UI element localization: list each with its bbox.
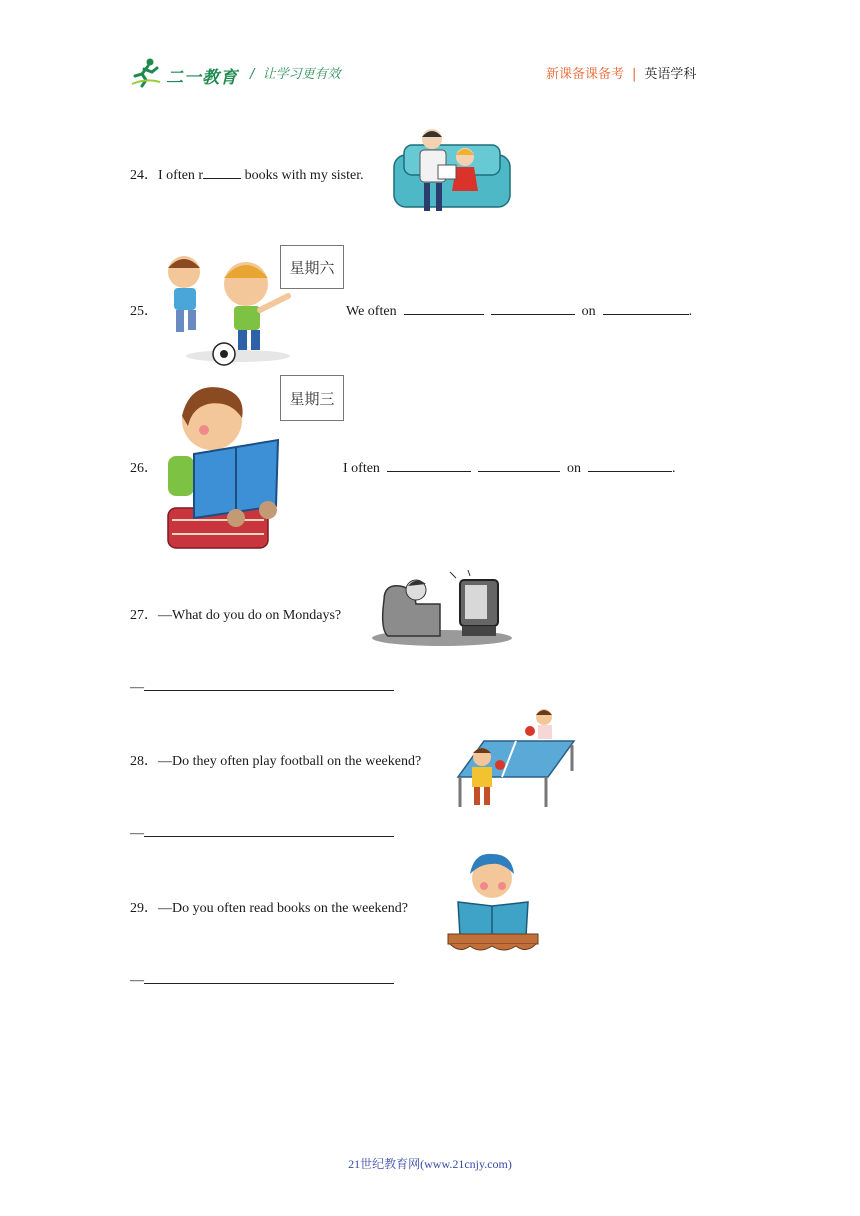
answer-line[interactable]: — [130,969,394,989]
question-25-number: 25． [130,304,158,319]
boy-reading-book-illustration [160,382,284,552]
answer-blank[interactable] [404,300,484,315]
runner-logo-icon [130,56,162,88]
boys-playing-football-illustration [158,248,294,370]
question-26-sentence: I often on . [343,457,675,477]
logo-text: 二一教育 [166,68,238,88]
question-27: 27．—What do you do on Mondays? [130,608,342,623]
question-29: 29．—Do you often read books on the weekend? [130,901,408,916]
answer-blank[interactable] [588,457,672,472]
answer-blank[interactable] [203,164,241,179]
answer-line[interactable]: — [130,676,394,696]
header-subject: 新课备课备考 | 英语学科 [546,67,697,82]
question-26-number: 26． [130,461,158,476]
table-tennis-illustration [454,705,576,809]
question-24: 24．I often r books with my sister. [130,164,364,184]
answer-line[interactable]: — [130,822,394,842]
reading-on-sofa-illustration [390,125,514,217]
question-25-sentence: We often on . [346,300,692,320]
footer-source: 21世纪教育网(www.21cnjy.com) [348,1157,512,1171]
day-label-box: 星期三 [280,375,344,421]
answer-blank[interactable] [491,300,575,315]
day-label-box: 星期六 [280,245,344,289]
boy-reading-at-desk-illustration [446,850,540,956]
answer-blank[interactable] [387,457,471,472]
question-28: 28．—Do they often play football on the weekend? [130,754,422,769]
slogan: / 让学习更有效 [250,67,341,82]
answer-blank[interactable] [478,457,560,472]
answer-blank[interactable] [603,300,689,315]
watching-tv-illustration [370,570,514,648]
